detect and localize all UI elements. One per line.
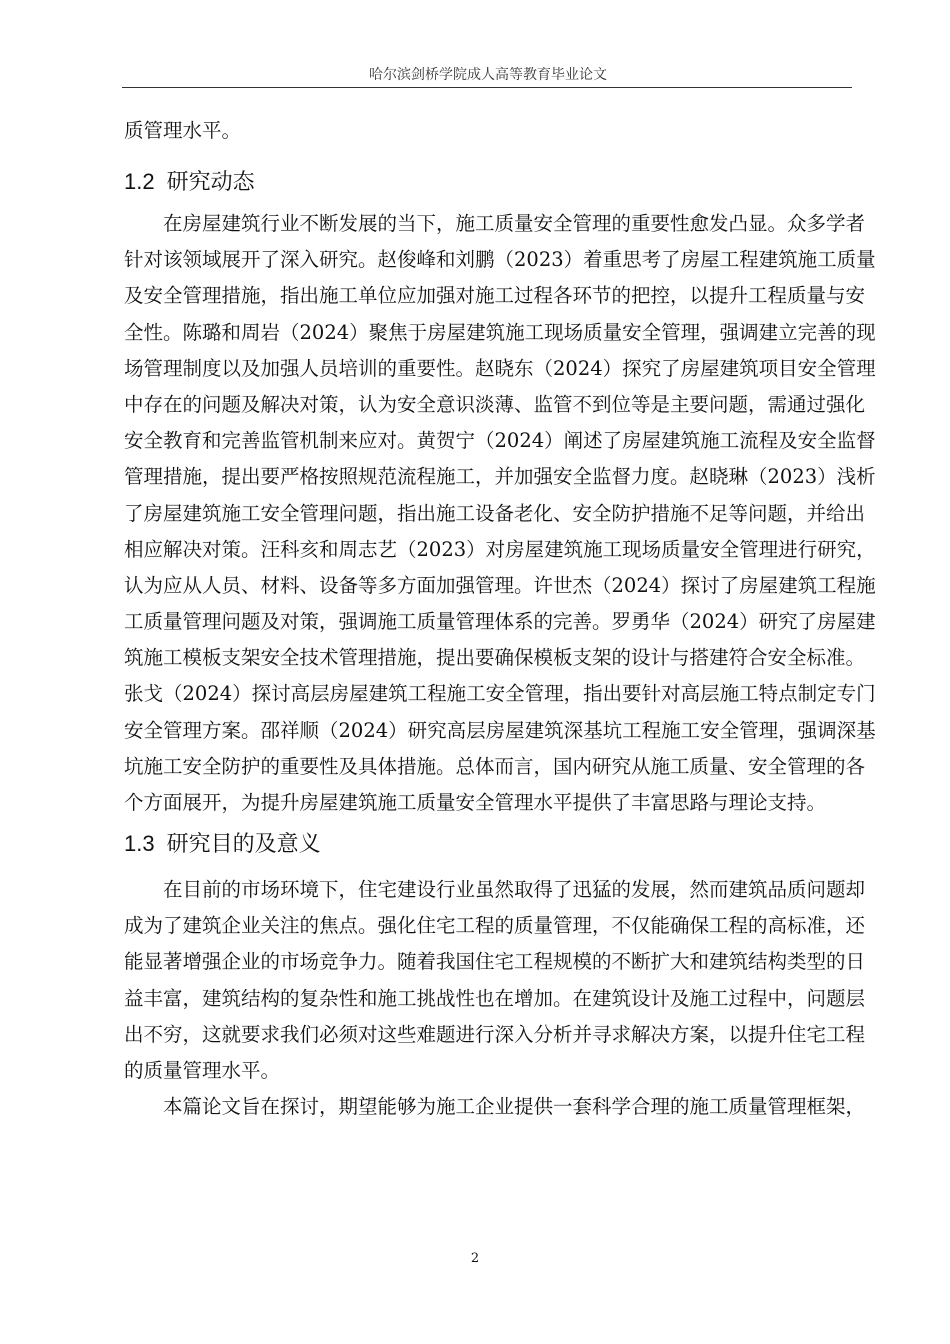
text-line: 针对该领域展开了深入研究。赵俊峰和刘鹏（2023）着重思考了房屋工程建筑施工质量 [124,248,876,272]
text-line: 及安全管理措施，指出施工单位应加强对施工过程各环节的把控，以提升工程质量与安 [124,284,866,308]
text-line: 能显著增强企业的市场竞争力。随着我国住宅工程规模的不断扩大和建筑结构类型的日 [124,950,866,974]
continuation-text [124,113,852,149]
text-line: 益丰富，建筑结构的复杂性和施工挑战性也在增加。在建筑设计及施工过程中，问题层 [124,986,866,1010]
text-line: 在目前的市场环境下，住宅建设行业虽然取得了迅猛的发展，然而建筑品质问题却 [163,878,866,901]
text-line: 本篇论文旨在探讨，期望能够为施工企业提供一套科学合理的施工质量管理框架， [163,1095,866,1118]
text-line: 坑施工安全防护的重要性及具体措施。总体而言，国内研究从施工质量、安全管理的各 [124,754,866,778]
section-number: 1.2 [124,169,155,194]
text-line: 质管理水平。 [124,119,242,142]
page-number: 2 [470,1251,480,1266]
text-line: 工质量管理问题及对策，强调施工质量管理体系的完善。罗勇华（2024）研究了房屋建 [124,610,876,634]
text-line: 张戈（2024）探讨高层房屋建筑工程施工安全管理，指出要针对高层施工特点制定专门 [124,682,876,706]
text-line: 安全管理方案。邵祥顺（2024）研究高层房屋建筑深基坑工程施工安全管理，强调深基 [124,718,876,742]
paragraph-thesis-aim [124,1089,866,1125]
section-number: 1.3 [124,831,155,856]
header-rule [122,87,852,88]
text-line: 出不穷，这就要求我们必须对这些难题进行深入分析并寻求解决方案，以提升住宅工程 [124,1022,866,1046]
running-header: 哈尔滨剑桥学院成人高等教育毕业论文 [369,67,607,83]
text-line: 相应解决对策。汪科亥和周志艺（2023）对房屋建筑施工现场质量安全管理进行研究， [124,537,876,561]
text-line: 认为应从人员、材料、设备等多方面加强管理。许世杰（2024）探讨了房屋建筑工程施 [124,573,876,597]
section-title: 研究动态 [166,170,255,195]
text-line: 中存在的问题及解决对策，认为安全意识淡薄、监管不到位等是主要问题，需通过强化 [124,392,866,416]
section-heading-1-2 [124,165,255,196]
text-line: 筑施工模板支架安全技术管理措施，提出要确保模板支架的设计与搭建符合安全标准。 [124,646,866,670]
text-line: 全性。陈璐和周岩（2024）聚焦于房屋建筑施工现场质量安全管理，强调建立完善的现 [124,320,876,344]
section-heading-1-3 [124,827,321,858]
text-line: 的质量管理水平。 [124,1058,281,1082]
paragraph-research-status [124,206,876,821]
text-line: 安全教育和完善监管机制来应对。黄贺宁（2024）阐述了房屋建筑施工流程及安全监督 [124,429,876,453]
text-line: 在房屋建筑行业不断发展的当下，施工质量安全管理的重要性愈发凸显。众多学者 [163,212,866,235]
text-line: 个方面展开，为提升房屋建筑施工质量安全管理水平提供了丰富思路与理论支持。 [124,791,827,814]
section-title: 研究目的及意义 [166,832,321,857]
text-line: 场管理制度以及加强人员培训的重要性。赵晓东（2024）探究了房屋建筑项目安全管理 [124,356,876,380]
text-line: 成为了建筑企业关注的焦点。强化住宅工程的质量管理，不仅能确保工程的高标准，还 [124,914,866,938]
paragraph-purpose [124,872,866,1089]
text-line: 了房屋建筑施工安全管理问题，指出施工设备老化、安全防护措施不足等问题，并给出 [124,501,866,525]
text-line: 管理措施，提出要严格按照规范流程施工，并加强安全监督力度。赵晓琳（2023）浅析 [124,465,876,489]
